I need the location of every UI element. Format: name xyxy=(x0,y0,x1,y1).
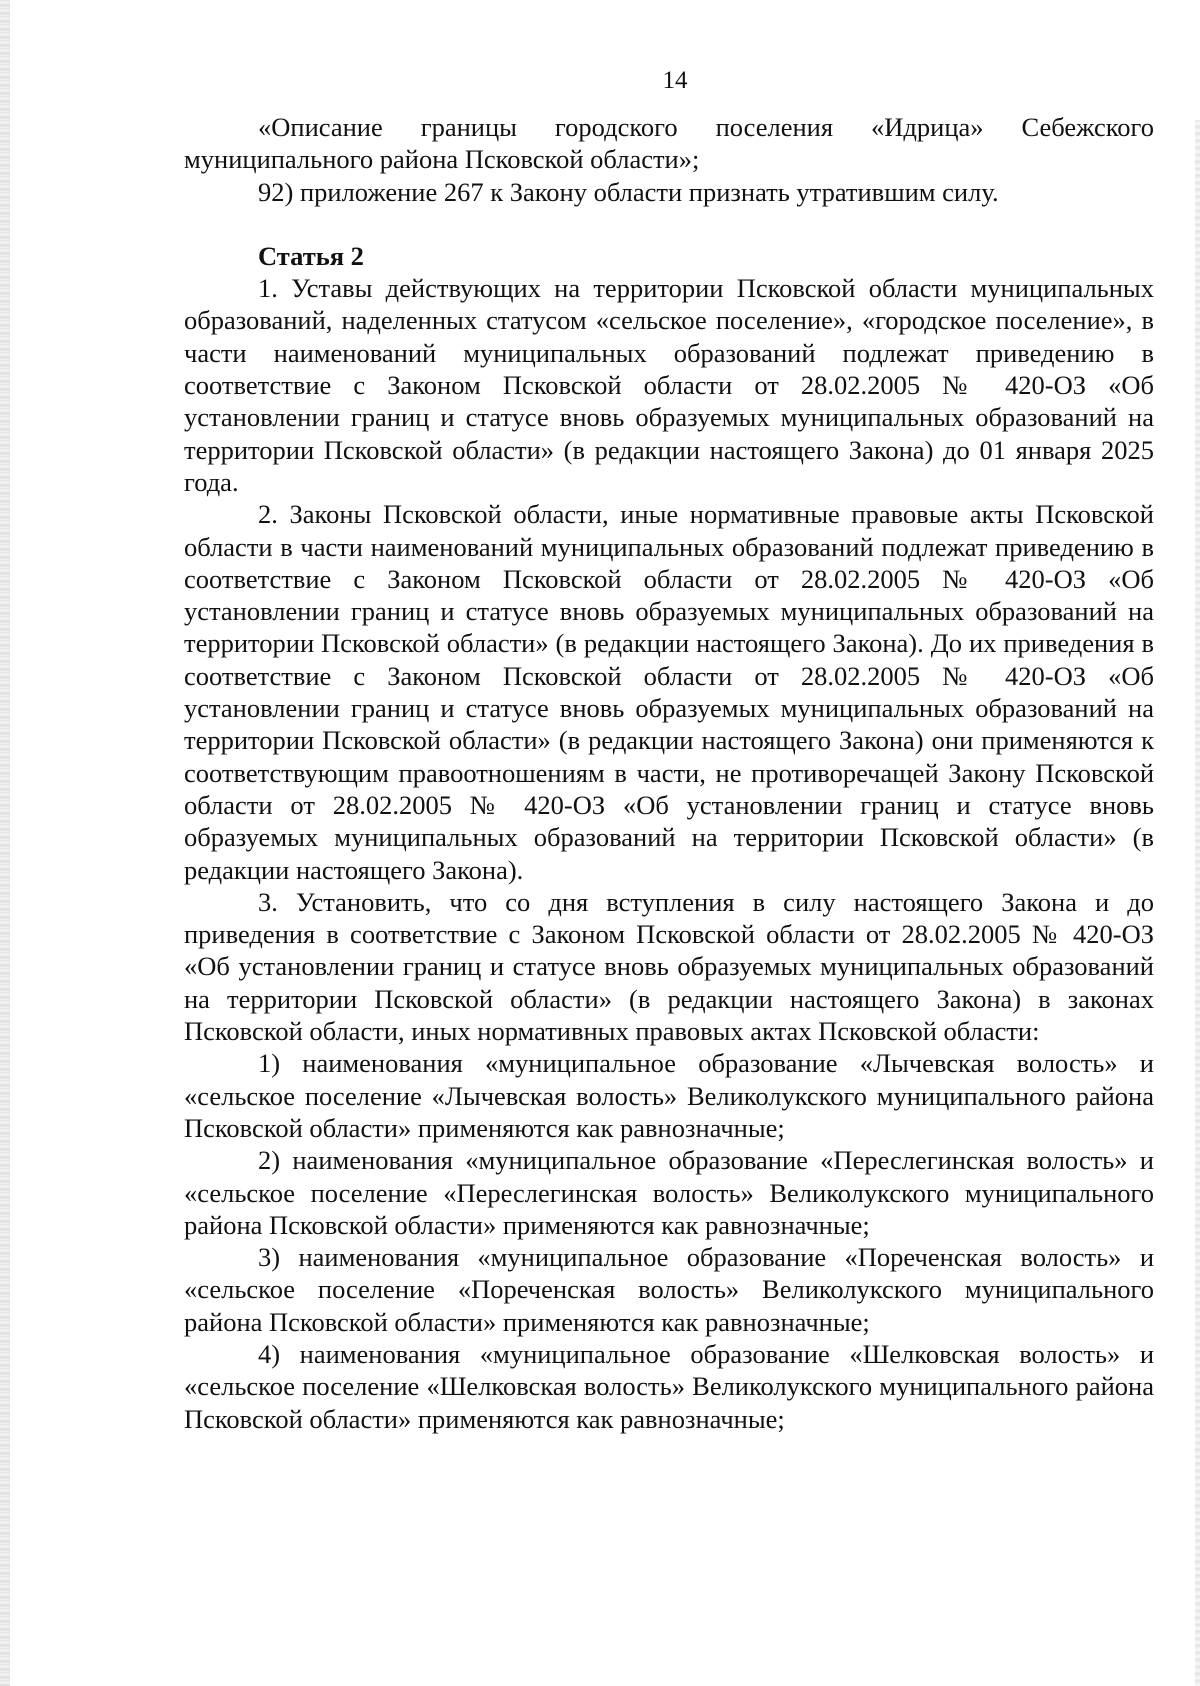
subitem-4: 4) наименования «муниципальное образование «Шелковская волость» и «сельское поселение «Шелковская волость» Великолукского муниципального района Псковской области» применяются как равнозначные; xyxy=(184,1338,1154,1434)
article-paragraph-3: 3. Установить, что со дня вступления в силу настоящего Закона и до приведения в соответствие с Законом Псковской области от 28.02.2005 № 420-ОЗ «Об установлении границ и статусе вновь образуемых муниципальных образований на территории Псковской области» (в редакции настоящего Закона) в законах Псковской области, иных нормативных правовых актах Псковской области: xyxy=(184,886,1154,1047)
article-paragraph-1: 1. Уставы действующих на территории Псковской области муниципальных образований, наделенных статусом «сельское поселение», «городское поселение», в части наименований муниципальных образований подлежат приведению в соответствие с Законом Псковской области от 28.02.2005 № 420-ОЗ «Об установлении границ и статусе вновь образуемых муниципальных образований на территории Псковской области» (в редакции настоящего Закона) до 01 января 2025 года. xyxy=(184,273,1154,497)
subitem-2: 2) наименования «муниципальное образование «Переслегинская волость» и «сельское поселение «Переслегинская волость» Великолукского муниципального района Псковской области» применяются как равнозначные; xyxy=(184,1145,1154,1240)
scan-edge-right xyxy=(1195,120,1200,1686)
article-heading: Статья 2 xyxy=(258,240,364,271)
page-number: 14 xyxy=(662,67,688,94)
article-paragraph-2: 2. Законы Псковской области, иные нормативные правовые акты Псковской области в части наименований муниципальных образований подлежат приведению в соответствие с Законом Псковской области от 28.02.2005 № 420-ОЗ «Об установлении границ и статусе вновь образуемых муниципальных образований на территории Псковской области» (в редакции настоящего Закона). До их приведения в соответствие с Законом Псковской области от 28.02.2005 № 420-ОЗ «Об установлении границ и статусе вновь образуемых муниципальных образований на территории Псковской области» (в редакции настоящего Закона) они применяются к соответствующим правоотношениям в части, не противоречащей Закону Псковской области от 28.02.2005 № 420-ОЗ «Об установлении границ и статусе вновь образуемых муниципальных образований на территории Псковской области» (в редакции настоящего Закона). xyxy=(184,499,1154,885)
scan-edge-left xyxy=(0,0,10,1686)
document-body xyxy=(184,111,1154,1435)
subitem-3: 3) наименования «муниципальное образование «Пореченская волость» и «сельское поселение «Пореченская волость» Великолукского муниципального района Псковской области» применяются как равнозначные; xyxy=(184,1242,1154,1337)
subitem-1: 1) наименования «муниципальное образование «Лычевская волость» и «сельское поселение «Лычевская волость» Великолукского муниципального района Псковской области» применяются как равнозначные; xyxy=(184,1048,1154,1143)
intro-paragraph: «Описание границы городского поселения «Идрица» Себежского муниципального района Псковской области»; xyxy=(184,112,1154,175)
item-92-paragraph: 92) приложение 267 к Закону области признать утратившим силу. xyxy=(258,176,999,207)
